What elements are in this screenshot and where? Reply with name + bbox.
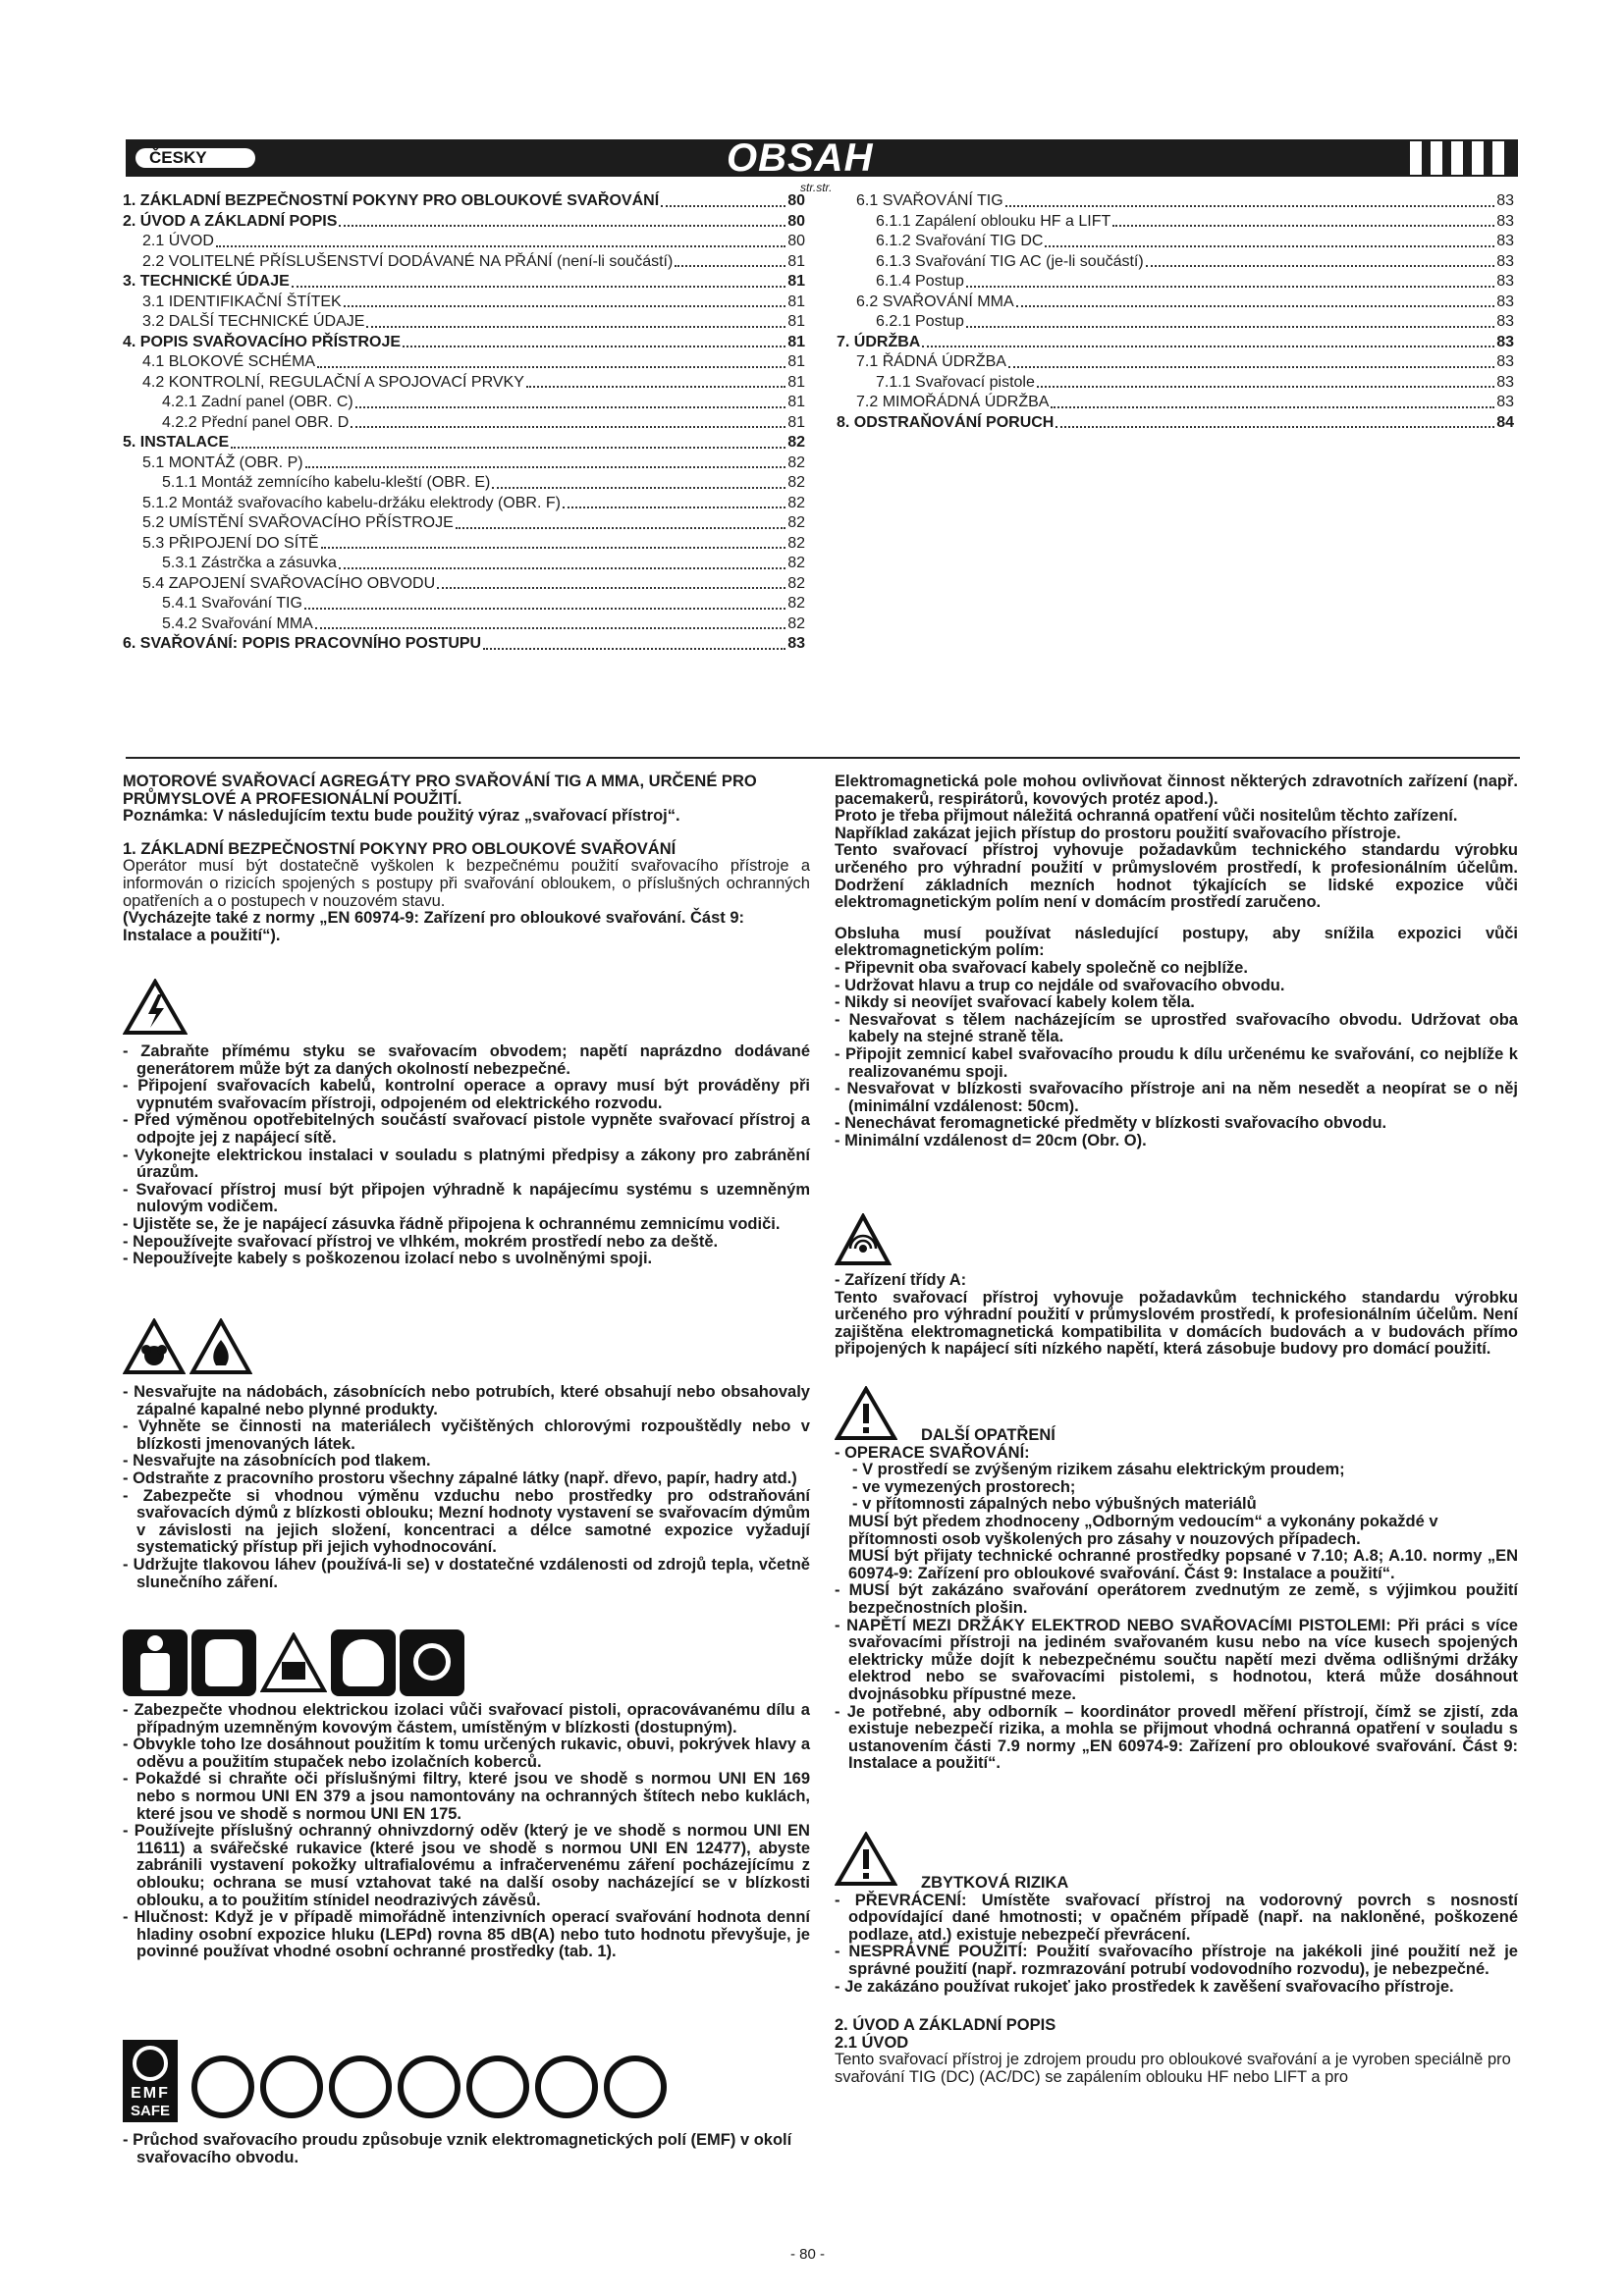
emf-text: - Průchod svařovacího proudu způsobuje vznik elektromagnetických polí (EMF) v okolí svařovacího obvodu.: [123, 2131, 792, 2166]
intro-title: MOTOROVÉ SVAŘOVACÍ AGREGÁTY PRO SVAŘOVÁNÍ TIG A MMA, URČENÉ PRO PRŮMYSLOVÉ A PROFESIONÁLNÍ POUŽITÍ.: [123, 773, 757, 808]
toc-entry[interactable]: [837, 232, 1514, 252]
toc-entry-page: 84: [1496, 413, 1514, 431]
radiation-hazard-icon: [835, 1213, 892, 1266]
toc-entry-page: 82: [787, 555, 805, 571]
section-1-text: Operátor musí být dostatečně vyškolen k bezpečnému použití svařovacího přístroje a informován o rizicích spojených s postupy při svařování obloukem, o příslušných ochranných opatřeních a o postupech v nouzovém stavu.: [123, 857, 810, 910]
toc-entry-label: 4. POPIS SVAŘOVACÍHO PŘÍSTROJE: [123, 333, 402, 350]
list-item: - Nesvařovat s tělem nacházejícím se uprostřed svařovacího obvodu. Udržovat oba kabely na stejné straně těla.: [835, 1010, 1518, 1046]
emf-p1: Elektromagnetická pole mohou ovlivňovat činnost některých zdravotních zařízení (např. pacemakerů, respirátorů, kovových protéz apod.).: [835, 773, 1518, 808]
toc-entry-page: 82: [787, 474, 805, 491]
toc-entry-page: 81: [787, 313, 805, 330]
toc-entry-page: 82: [787, 574, 805, 592]
no-electronic-device-icon: [398, 2056, 460, 2118]
toc-entry-page: 83: [1496, 192, 1514, 209]
no-cards-icon: [604, 2056, 667, 2118]
toc-entry[interactable]: [837, 373, 1514, 394]
list-item: - Nesvařujte na nádobách, zásobnících nebo potrubích, které obsahují nebo obsahovaly zápalné kapalné nebo plynné produkty.: [123, 1383, 810, 1418]
corrosive-hazard-icon: [260, 1632, 327, 1693]
toc-entry-label: 4.1 BLOKOVÉ SCHÉMA: [142, 353, 316, 370]
toc-entry-page: 83: [1496, 273, 1514, 290]
toc-entry-label: 5.2 UMÍSTĚNÍ SVAŘOVACÍHO PŘÍSTROJE: [142, 514, 454, 531]
list-item: - Připojit zemnicí kabel svařovacího proudu k dílu určenému ke svařování, co nejblíže k realizovanému spoji.: [835, 1044, 1518, 1081]
toc-leader: [1112, 225, 1494, 227]
toc-entry-page: 83: [787, 635, 805, 652]
toc-entry[interactable]: [837, 413, 1514, 434]
toc-entry-label: 6. SVAŘOVÁNÍ: POPIS PRACOVNÍHO POSTUPU: [123, 635, 482, 652]
list-item: - Pokaždé si chraňte oči příslušnými filtry, které jsou ve shodě s normou UNI EN 169 nebo s normou UNI EN 379 a jsou namontovány na ochranných štítech nebo kuklách, které jsou ve shodě s normou UNI EN 175.: [123, 1770, 810, 1823]
toc-leader: [339, 567, 785, 569]
emf-badge-top: EMF: [131, 2085, 170, 2102]
toc-leader: [526, 386, 785, 388]
no-watch-icon: [535, 2056, 598, 2118]
list-item: - Nenechávat feromagnetické předměty v blízkosti svařovacího obvodu.: [835, 1114, 1387, 1133]
list-item: - Minimální vzdálenost d= 20cm (Obr. O).: [835, 1131, 1147, 1149]
toc-entry[interactable]: [123, 413, 805, 434]
list-item: - ve vymezených prostorech;: [852, 1477, 1076, 1496]
header-bar-decoration: [1431, 141, 1442, 175]
toc-entry-page: 83: [1496, 233, 1514, 249]
list-item: - Svařovací přístroj musí být připojen výhradně k napájecímu systému s uzemněným nulovým vodičem.: [123, 1180, 810, 1216]
no-pacemaker-icon: [260, 2056, 323, 2118]
toc-right-column: [837, 191, 1514, 433]
list-item: - Vykonejte elektrickou instalaci v souladu s platnými předpisy a zákony pro zabránění úrazům.: [123, 1146, 810, 1182]
toc-entry[interactable]: [123, 513, 805, 534]
toc-entry-page: 82: [787, 514, 805, 531]
toc-entry-label: 5.4.1 Svařování TIG: [162, 595, 302, 612]
list-item: - PŘEVRÁCENÍ: Umístěte svařovací přístroj na vodorovný povrch s nosností odpovídající dané hmotnosti; v opačném případě (např. na nakloněné, poškozené podlaze, atd.) existuje nebezpečí převrácení.: [835, 1891, 1518, 1944]
list-item: - Nepoužívejte kabely s poškozenou izolací nebo s uvolněnými spoji.: [123, 1250, 653, 1268]
toc-entry-page: 80: [787, 233, 805, 249]
toc-entry-page: 82: [787, 434, 805, 451]
residual-title: ZBYTKOVÁ RIZIKA: [921, 1874, 1069, 1892]
protective-suit-icon: [123, 1629, 188, 1696]
header-bar-decoration: [1492, 141, 1504, 175]
toc-leader: [292, 286, 785, 288]
emf-safe-badge: [123, 2040, 178, 2122]
toc-entry-page: 82: [787, 494, 805, 511]
toc-entry[interactable]: [123, 333, 805, 353]
toc-entry-page: 83: [1496, 394, 1514, 410]
fire-hazard-icon: [189, 1318, 252, 1375]
toc-entry-label: 4.2.2 Přední panel OBR. D: [162, 413, 350, 431]
right-column-emf: [835, 774, 1518, 1149]
toc-leader: [661, 205, 785, 207]
list-item: - Vyhněte se činnosti na materiálech vyčištěných chlorovými rozpouštědly nebo v blízkosti jmenovaných látek.: [123, 1417, 810, 1453]
toc-entry-label: 2.1 ÚVOD: [142, 233, 214, 249]
list-item: - MUSÍ být zakázáno svařování operátorem zvednutým ze země, s výjimkou použití bezpečnostních plošin.: [835, 1581, 1518, 1617]
toc-entry-label: 5.4.2 Svařování MMA: [162, 614, 313, 632]
toc-entry-page: 83: [1496, 313, 1514, 330]
toc-page-label: str.str.: [800, 181, 833, 194]
further-must-2: MUSÍ být přijaty technické ochranné prostředky popsané v 7.10; A.8; A.10. normy „EN 60974-9: Zařízení pro obloukové svařování. Část 9: Instalace a použití“.: [848, 1547, 1518, 1582]
no-metal-implant-icon: [329, 2056, 392, 2118]
list-item: - Udržovat hlavu a trup co nejdále od svařovacího obvodu.: [835, 976, 1285, 994]
section-divider: [126, 757, 1520, 759]
list-item: - Nepoužívejte svařovací přístroj ve vlhkém, mokrém prostředí nebo za deště.: [123, 1232, 719, 1251]
toc-entry-page: 83: [1496, 293, 1514, 310]
toc-entry[interactable]: [123, 494, 805, 514]
toc-entry[interactable]: [837, 393, 1514, 413]
toc-leader: [355, 406, 785, 408]
toc-leader: [563, 507, 785, 508]
toc-entry-label: 5.1.2 Montáž svařovacího kabelu-držáku elektrody (OBR. F): [142, 494, 561, 511]
toc-entry-label: 3.1 IDENTIFIKAČNÍ ŠTÍTEK: [142, 293, 342, 310]
toc-leader: [304, 608, 785, 610]
toc-entry-page: 81: [787, 413, 805, 431]
emf-p2: Proto je třeba přijmout náležitá ochranná opatření vůči nositelům těchto zařízení. Například zakázat jejich přístup do prostoru použití svařovacího přístroje.: [835, 807, 1458, 842]
section-1-note: (Vycházejte také z normy „EN 60974-9: Zařízení pro obloukové svařování. Část 9: Instalace a použití“).: [123, 909, 745, 944]
toc-leader: [339, 225, 785, 227]
toc-leader: [344, 305, 786, 307]
toc-entry[interactable]: [123, 574, 805, 595]
electric-safety-list: [123, 1043, 810, 1268]
intro-note: Poznámka: V následujícím textu bude použitý výraz „svařovací přístroj“.: [123, 807, 680, 826]
toc-entry-page: 83: [1496, 252, 1514, 270]
ear-protection-icon: [400, 1629, 464, 1696]
list-item: - Nesvařujte na zásobnících pod tlakem.: [123, 1452, 431, 1470]
section-2-title: 2. ÚVOD A ZÁKLADNÍ POPIS: [835, 2016, 1056, 2035]
toc-leader: [966, 286, 1494, 288]
toc-entry[interactable]: [123, 293, 805, 313]
emf-badge-bottom: SAFE: [130, 2103, 170, 2119]
list-item: - Ujistěte se, že je napájecí zásuvka řádně připojena k ochrannému zemnicímu vodiči.: [123, 1214, 781, 1233]
toc-leader: [1005, 205, 1495, 207]
toc-leader: [351, 426, 785, 428]
list-item: - Nikdy si neovíjet svařovací kabely kolem těla.: [835, 993, 1195, 1012]
toc-entry-label: 3. TECHNICKÉ ÚDAJE: [123, 273, 290, 290]
further-measures-block: [835, 1427, 1518, 1773]
toc-entry-page: 82: [787, 454, 805, 471]
header-bar-decoration: [1472, 141, 1484, 175]
no-metal-objects-icon: [466, 2056, 529, 2118]
list-item: - Odstraňte z pracovního prostoru všechny zápalné látky (např. dřevo, papír, hadry atd.): [123, 1468, 797, 1487]
toc-entry-label: 1. ZÁKLADNÍ BEZPEČNOSTNÍ POKYNY PRO OBLOUKOVÉ SVAŘOVÁNÍ: [123, 192, 660, 209]
toc-entry-label: 7.1 ŘÁDNÁ ÚDRŽBA: [856, 353, 1006, 370]
toc-entry[interactable]: [123, 393, 805, 413]
toc-entry[interactable]: [837, 312, 1514, 333]
toc-entry-page: 80: [787, 212, 805, 230]
toc-entry-page: 83: [1496, 212, 1514, 230]
toc-leader: [456, 527, 785, 529]
toc-entry-label: 7.1.1 Svařovací pistole: [876, 373, 1035, 391]
electric-hazard-icon: [123, 979, 188, 1036]
toc-entry-label: 7.2 MIMOŘÁDNÁ ÚDRŽBA: [856, 394, 1050, 410]
class-a-title: - Zařízení třídy A:: [835, 1271, 967, 1289]
toc-entry-page: 82: [787, 614, 805, 632]
toc-entry-label: 6.1 SVAŘOVÁNÍ TIG: [856, 192, 1003, 209]
toc-entry[interactable]: [123, 454, 805, 474]
further-operations: - OPERACE SVAŘOVÁNÍ:: [835, 1443, 1030, 1462]
toc-entry[interactable]: [837, 333, 1514, 353]
toc-entry[interactable]: [123, 212, 805, 233]
list-item: - Před výměnou opotřebitelných součástí svařovací pistole vypněte svařovací přístroj a odpojte jej z napájecí sítě.: [123, 1111, 810, 1147]
class-a-text: Tento svařovací přístroj vyhovuje požadavkům technického standardu výrobku určeného pro výhradní použití v průmyslovém prostředí, k profesionálním účelům. Není zajištěna elektromagnetická kompatibilita v domácích budovách a v budovách přímo připojených k napájecí síti nízkého napětí, která zásobuje budovy pro domácí použití.: [835, 1288, 1518, 1359]
toc-entry[interactable]: [123, 312, 805, 333]
toc-entry[interactable]: [837, 191, 1514, 212]
toc-leader: [1045, 245, 1494, 247]
toc-leader: [315, 627, 785, 629]
toc-entry-page: 80: [787, 192, 805, 209]
toc-entry[interactable]: [837, 212, 1514, 233]
toc-entry-page: 81: [787, 293, 805, 310]
toc-entry[interactable]: [123, 473, 805, 494]
toc-entry-page: 82: [787, 534, 805, 552]
toc-entry[interactable]: [123, 272, 805, 293]
toc-leader: [321, 547, 786, 549]
toc-leader: [317, 366, 785, 368]
toc-leader: [675, 265, 785, 267]
toc-entry[interactable]: [837, 352, 1514, 373]
toc-entry-label: 2.2 VOLITELNÉ PŘÍSLUŠENSTVÍ DODÁVANÉ NA PŘÁNÍ (není-li součástí): [142, 252, 674, 270]
toc-entry-label: 6.1.1 Zapálení oblouku HF a LIFT: [876, 212, 1111, 230]
emf-p4: Obsluha musí používat následující postupy, aby snížila expozici vůči elektromagnetickým polím:: [835, 924, 1518, 960]
toc-entry[interactable]: [123, 433, 805, 454]
list-item: - NESPRÁVNÉ POUŽITÍ: Použití svařovacího přístroje na jakékoli jiné použití než je správné použití (např. rozmrazování potrubí vodovodního rozvodu), je nebezpečné.: [835, 1943, 1518, 1978]
list-item: - Je potřebné, aby odborník – koordinátor provedl měření přístrojí, čímž se zjistí, zda existuje nebezpečí rizika, a mohla se přijmout vhodná ochranná opatření v souladu s ustanovením části 7.9 normy „EN 60974-9: Zařízení pro obloukové svařování. Část 9: Instalace a použití“.: [835, 1702, 1518, 1773]
toc-leader: [403, 346, 785, 347]
toc-entry-label: 8. ODSTRAŇOVÁNÍ PORUCH: [837, 413, 1055, 431]
section-1-title: 1. ZÁKLADNÍ BEZPEČNOSTNÍ POKYNY PRO OBLOUKOVÉ SVAŘOVÁNÍ: [123, 839, 677, 858]
toc-entry-page: 81: [787, 333, 805, 350]
list-item: - Zabraňte přímému styku se svařovacím obvodem; napětí naprázdno dodávané generátorem může být za daných okolností nebezpečné.: [123, 1042, 810, 1078]
emf-text-block: [123, 2132, 810, 2166]
protection-list: [123, 1702, 810, 1961]
toc-entry-label: 6.2.1 Postup: [876, 313, 964, 330]
header-bar-decoration: [1410, 141, 1422, 175]
emf-p3: Tento svařovací přístroj vyhovuje požadavkům technického standardu výrobku určeného pro výhradní použití v průmyslovém prostředí, k profesionálním účelům. Dodržení základních mezních hodnot týkajících se lidské expozice vůči elektromagnetickým polím není v domácím prostředí zaručeno.: [835, 841, 1518, 912]
toc-entry[interactable]: [123, 191, 805, 212]
toc-entry[interactable]: [123, 352, 805, 373]
emf-precaution-list: [835, 960, 1518, 1150]
toc-leader: [1146, 265, 1495, 267]
toc-leader: [922, 346, 1494, 347]
toc-leader: [1051, 406, 1494, 408]
toc-entry[interactable]: [123, 252, 805, 273]
toc-entry-label: 6.2 SVAŘOVÁNÍ MMA: [856, 293, 1014, 310]
toc-entry-label: 4.2.1 Zadní panel (OBR. C): [162, 394, 353, 410]
toc-entry[interactable]: [123, 554, 805, 574]
list-item: - Je zakázáno používat rukojeť jako prostředek k zavěšení svařovacího přístroje.: [835, 1977, 1454, 1996]
toc-entry-page: 83: [1496, 373, 1514, 391]
toc-leader: [966, 326, 1494, 328]
further-conditions-list: [835, 1462, 1518, 1514]
toc-entry-page: 81: [787, 273, 805, 290]
list-item: - V prostředí se zvýšeným rizikem zásahu elektrickým proudem;: [852, 1461, 1345, 1479]
section-2-1-text: Tento svařovací přístroj je zdrojem proudu pro obloukové svařování a je vyroben speciálně pro svařování TIG (DC) (AC/DC) se zapálením oblouku HF nebo LIFT a pro: [835, 2051, 1511, 2086]
class-a-block: [835, 1272, 1518, 1359]
toc-leader: [437, 587, 785, 589]
toc-entry-page: 81: [787, 394, 805, 410]
toc-entry-label: 6.1.4 Postup: [876, 273, 964, 290]
toc-entry-label: 7. ÚDRŽBA: [837, 333, 921, 350]
list-item: - Nesvařovat v blízkosti svařovacího přístroje ani na něm nesedět a neopírat se o něj (minimální vzdálenost: 50cm).: [835, 1080, 1518, 1115]
list-item: - Obvykle toho lze dosáhnout použitím k tomu určených rukavic, obuvi, pokrývek hlavy a oděvu a použitím stupaček nebo izolačních koberců.: [123, 1735, 810, 1771]
list-item: - Hlučnost: Když je v případě mimořádně intenzivních operací svařování hodnota denní hladiny osobní expozice hluku (LEPd) rovna 85 dB(A) nebo tuto hodnotu převyšuje, je povinné používat vhodné osobní ochranné prostředky (tab. 1).: [123, 1908, 810, 1961]
toc-entry-page: 83: [1496, 353, 1514, 370]
residual-risks-block: [835, 1875, 1518, 2087]
page-title: OBSAH: [727, 136, 874, 180]
page-number: - 80 -: [790, 2246, 826, 2263]
toc-leader: [305, 466, 786, 468]
toc-entry-page: 81: [787, 373, 805, 391]
toc-leader: [216, 245, 785, 247]
toc-entry[interactable]: [837, 272, 1514, 293]
toc-leader: [1016, 305, 1495, 307]
toc-entry-label: 5.1 MONTÁŽ (OBR. P): [142, 454, 303, 471]
toc-entry[interactable]: [123, 594, 805, 614]
list-item: - Používejte příslušný ochranný ohnivzdorný oděv (který je ve shodě s normou UNI EN 11611) a svářečské rukavice (které jsou ve shodě s normou UNI EN 12477), abyste zabránili vystavení pokožky ultrafialovému a infračervenému záření pocházejícímu z oblouku; ochrana se musí vztahovat také na další osoby nacházející se v blízkosti oblouku, a to použitím stínidel neodrazivých závěsů.: [123, 1822, 810, 1909]
toc-leader: [483, 648, 785, 650]
toc-leader: [366, 326, 785, 328]
toc-entry[interactable]: [837, 293, 1514, 313]
toc-left-column: [123, 191, 805, 655]
toc-entry-label: 4.2 KONTROLNÍ, REGULAČNÍ A SPOJOVACÍ PRVKY: [142, 373, 524, 391]
further-title: DALŠÍ OPATŘENÍ: [921, 1426, 1056, 1444]
list-item: - Připevnit oba svařovací kabely společně co nejblíže.: [835, 958, 1248, 977]
toc-entry-label: 5.1.1 Montáž zemnícího kabelu-kleští (OBR. E): [162, 474, 491, 491]
toc-entry-label: 6.1.3 Svařování TIG AC (je-li součástí): [876, 252, 1144, 270]
list-item: - Udržujte tlakovou láhev (používá-li se) v dostatečné vzdálenosti od zdrojů tepla, včetně slunečního záření.: [123, 1555, 810, 1591]
toc-entry-page: 81: [787, 252, 805, 270]
fire-safety-list: [123, 1384, 810, 1591]
list-item: - Připojení svařovacích kabelů, kontrolní operace a opravy musí být prováděny při vypnutém svařovacím přístroji, odpojeném od elektrického rozvodu.: [123, 1077, 810, 1112]
explosion-hazard-icon: [123, 1318, 186, 1375]
toc-entry-page: 82: [787, 595, 805, 612]
gloves-icon: [191, 1629, 256, 1696]
toc-entry-page: 81: [787, 353, 805, 370]
toc-entry-label: 5.3 PŘIPOJENÍ DO SÍTĚ: [142, 534, 319, 552]
header-bar-decoration: [1451, 141, 1463, 175]
list-item: - NAPĚTÍ MEZI DRŽÁKY ELEKTROD NEBO SVAŘOVACÍMI PISTOLEMI: Při práci s více svařovacími přístroji na jediném svařovaném kusu nebo na více kusech spojených elektricky může dojít k nebezpečnému součtu napětí mezi dvěma odlišnými držáky elektrod nebo se svařovacími pistolemi, s hodnotou, která může dosáhnout dvojnásobku přípustné meze.: [835, 1616, 1518, 1703]
further-measures-list: [835, 1582, 1518, 1773]
toc-entry-label: 2. ÚVOD A ZÁKLADNÍ POPIS: [123, 212, 338, 230]
no-hand-contact-icon: [191, 2056, 254, 2118]
toc-leader: [231, 447, 785, 449]
toc-entry[interactable]: [123, 373, 805, 394]
residual-risks-list: [835, 1893, 1518, 1997]
toc-entry[interactable]: [123, 614, 805, 635]
toc-entry[interactable]: [123, 534, 805, 555]
toc-entry-label: 5. INSTALACE: [123, 434, 230, 451]
toc-leader: [1037, 386, 1494, 388]
welding-mask-icon: [331, 1629, 396, 1696]
further-must-1: MUSÍ být předem zhodnoceny „Odborným vedoucím“ a vykonány pokaždé v přítomnosti osob vyškolených pro zásahy v nouzových případech.: [848, 1512, 1438, 1548]
toc-entry[interactable]: [837, 252, 1514, 273]
toc-entry-label: 3.2 DALŠÍ TECHNICKÉ ÚDAJE: [142, 313, 365, 330]
toc-entry-page: 83: [1496, 333, 1514, 350]
language-label: ČESKY: [135, 148, 255, 168]
list-item: - Zabezpečte si vhodnou výměnu vzduchu nebo prostředky pro odstraňování svařovacích dýmů z blízkosti oblouku; Mezní hodnoty vystavení se svařovacím dýmům v závislosti na jejich složení, koncentraci a délce samotné expozice vyžadují systematický přístup při jejich vyhodnocování.: [123, 1486, 810, 1557]
left-column-intro: [123, 774, 810, 944]
toc-entry[interactable]: [123, 634, 805, 655]
toc-entry-label: 5.3.1 Zástrčka a zásuvka: [162, 555, 337, 571]
section-2-1-title: 2.1 ÚVOD: [835, 2033, 909, 2052]
toc-entry[interactable]: [123, 232, 805, 252]
toc-entry-label: 5.4 ZAPOJENÍ SVAŘOVACÍHO OBVODU: [142, 574, 436, 592]
toc-leader: [492, 487, 785, 489]
list-item: - Zabezpečte vhodnou elektrickou izolaci vůči svařovací pistoli, opracovávanému dílu a případným uzemněným kovovým částem, umístěným v blízkosti (dostupným).: [123, 1701, 810, 1736]
toc-leader: [1056, 426, 1494, 428]
list-item: - v přítomnosti zápalných nebo výbušných materiálů: [852, 1495, 1257, 1514]
toc-entry-label: 6.1.2 Svařování TIG DC: [876, 233, 1044, 249]
toc-leader: [1008, 366, 1494, 368]
